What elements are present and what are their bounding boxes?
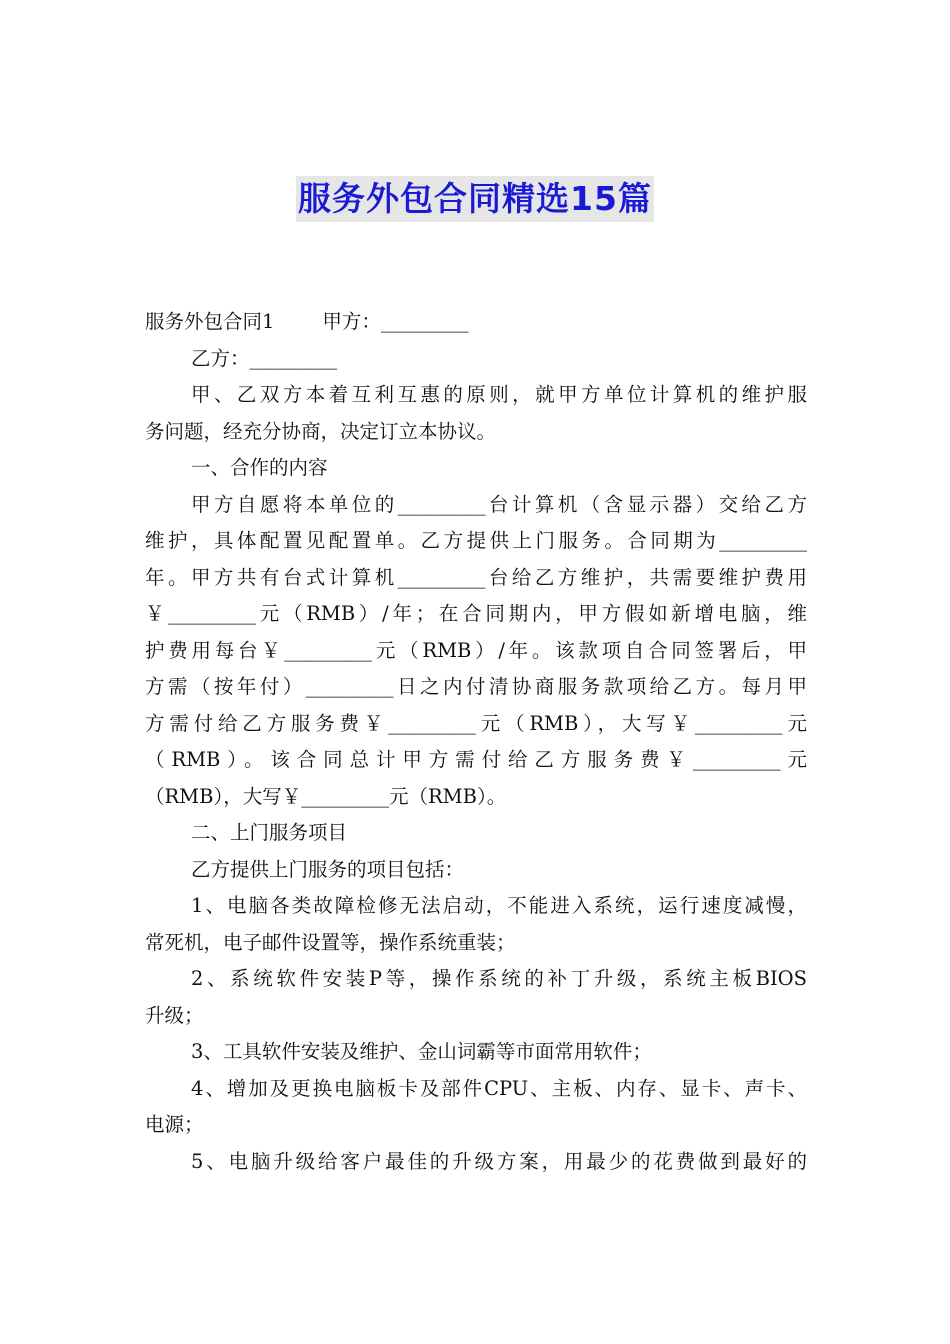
section-title: 二、上门服务项目: [191, 821, 348, 844]
party-a-field: 甲方：_________: [322, 310, 469, 333]
section-intro: 乙方提供上门服务的项目包括：: [191, 857, 465, 881]
list-item-line: 3、工具软件安装及维护、金山词霸等市面常用软件；: [191, 1040, 652, 1063]
paragraph-line: 甲方自愿将本单位的_________台计算机（含显示器）交给乙方: [191, 492, 807, 516]
list-item-line: 4、增加及更换电脑板卡及部件CPU、主板、内存、显卡、声卡、: [191, 1076, 807, 1100]
list-item-line: 1、电脑各类故障检修无法启动，不能进入系统，运行速度减慢，: [191, 894, 807, 917]
list-item-line: 电源；: [145, 1113, 204, 1136]
paragraph-line: 方需（按年付）_________日之内付清协商服务款项给乙方。每月甲: [145, 675, 807, 698]
paragraph-line: 甲、乙双方本着互利互惠的原则，就甲方单位计算机的维护服: [191, 383, 807, 406]
contract-label: 服务外包合同1: [145, 310, 275, 333]
paragraph-line: 方需付给乙方服务费￥_________元（RMB），大写￥_________元: [145, 711, 807, 735]
section-title: 一、合作的内容: [191, 456, 328, 479]
paragraph-line: 年。甲方共有台式计算机_________台给乙方维护，共需要维护费用: [145, 565, 807, 589]
list-item-line: 2、系统软件安装P等，操作系统的补丁升级，系统主板BIOS: [191, 967, 807, 990]
title-container: [0, 176, 950, 222]
paragraph-line: ￥_________元（RMB）/年；在合同期内，甲方假如新增电脑，维: [145, 602, 807, 625]
list-item-line: 常死机，电子邮件设置等，操作系统重装；: [145, 930, 516, 954]
contract-heading-line: [145, 304, 807, 341]
document-body: [145, 304, 807, 1180]
paragraph-line: 维护，具体配置见配置单。乙方提供上门服务。合同期为_________: [145, 529, 807, 552]
list-item-line: 5、电脑升级给客户最佳的升级方案，用最少的花费做到最好的: [191, 1149, 807, 1173]
party-b-field: 乙方：_________: [191, 346, 338, 370]
paragraph-line: 务问题，经充分协商，决定订立本协议。: [145, 419, 497, 443]
document-title: 服务外包合同精选15篇: [296, 176, 654, 222]
paragraph-line: （RMB）。该合同总计甲方需付给乙方服务费￥_________元: [145, 748, 807, 771]
paragraph-line: （RMB），大写￥_________元（RMB）。: [145, 784, 507, 808]
paragraph-line: 护费用每台￥_________元（RMB）/年。该款项自合同签署后，甲: [145, 638, 807, 662]
list-item-line: 升级；: [145, 1003, 204, 1027]
